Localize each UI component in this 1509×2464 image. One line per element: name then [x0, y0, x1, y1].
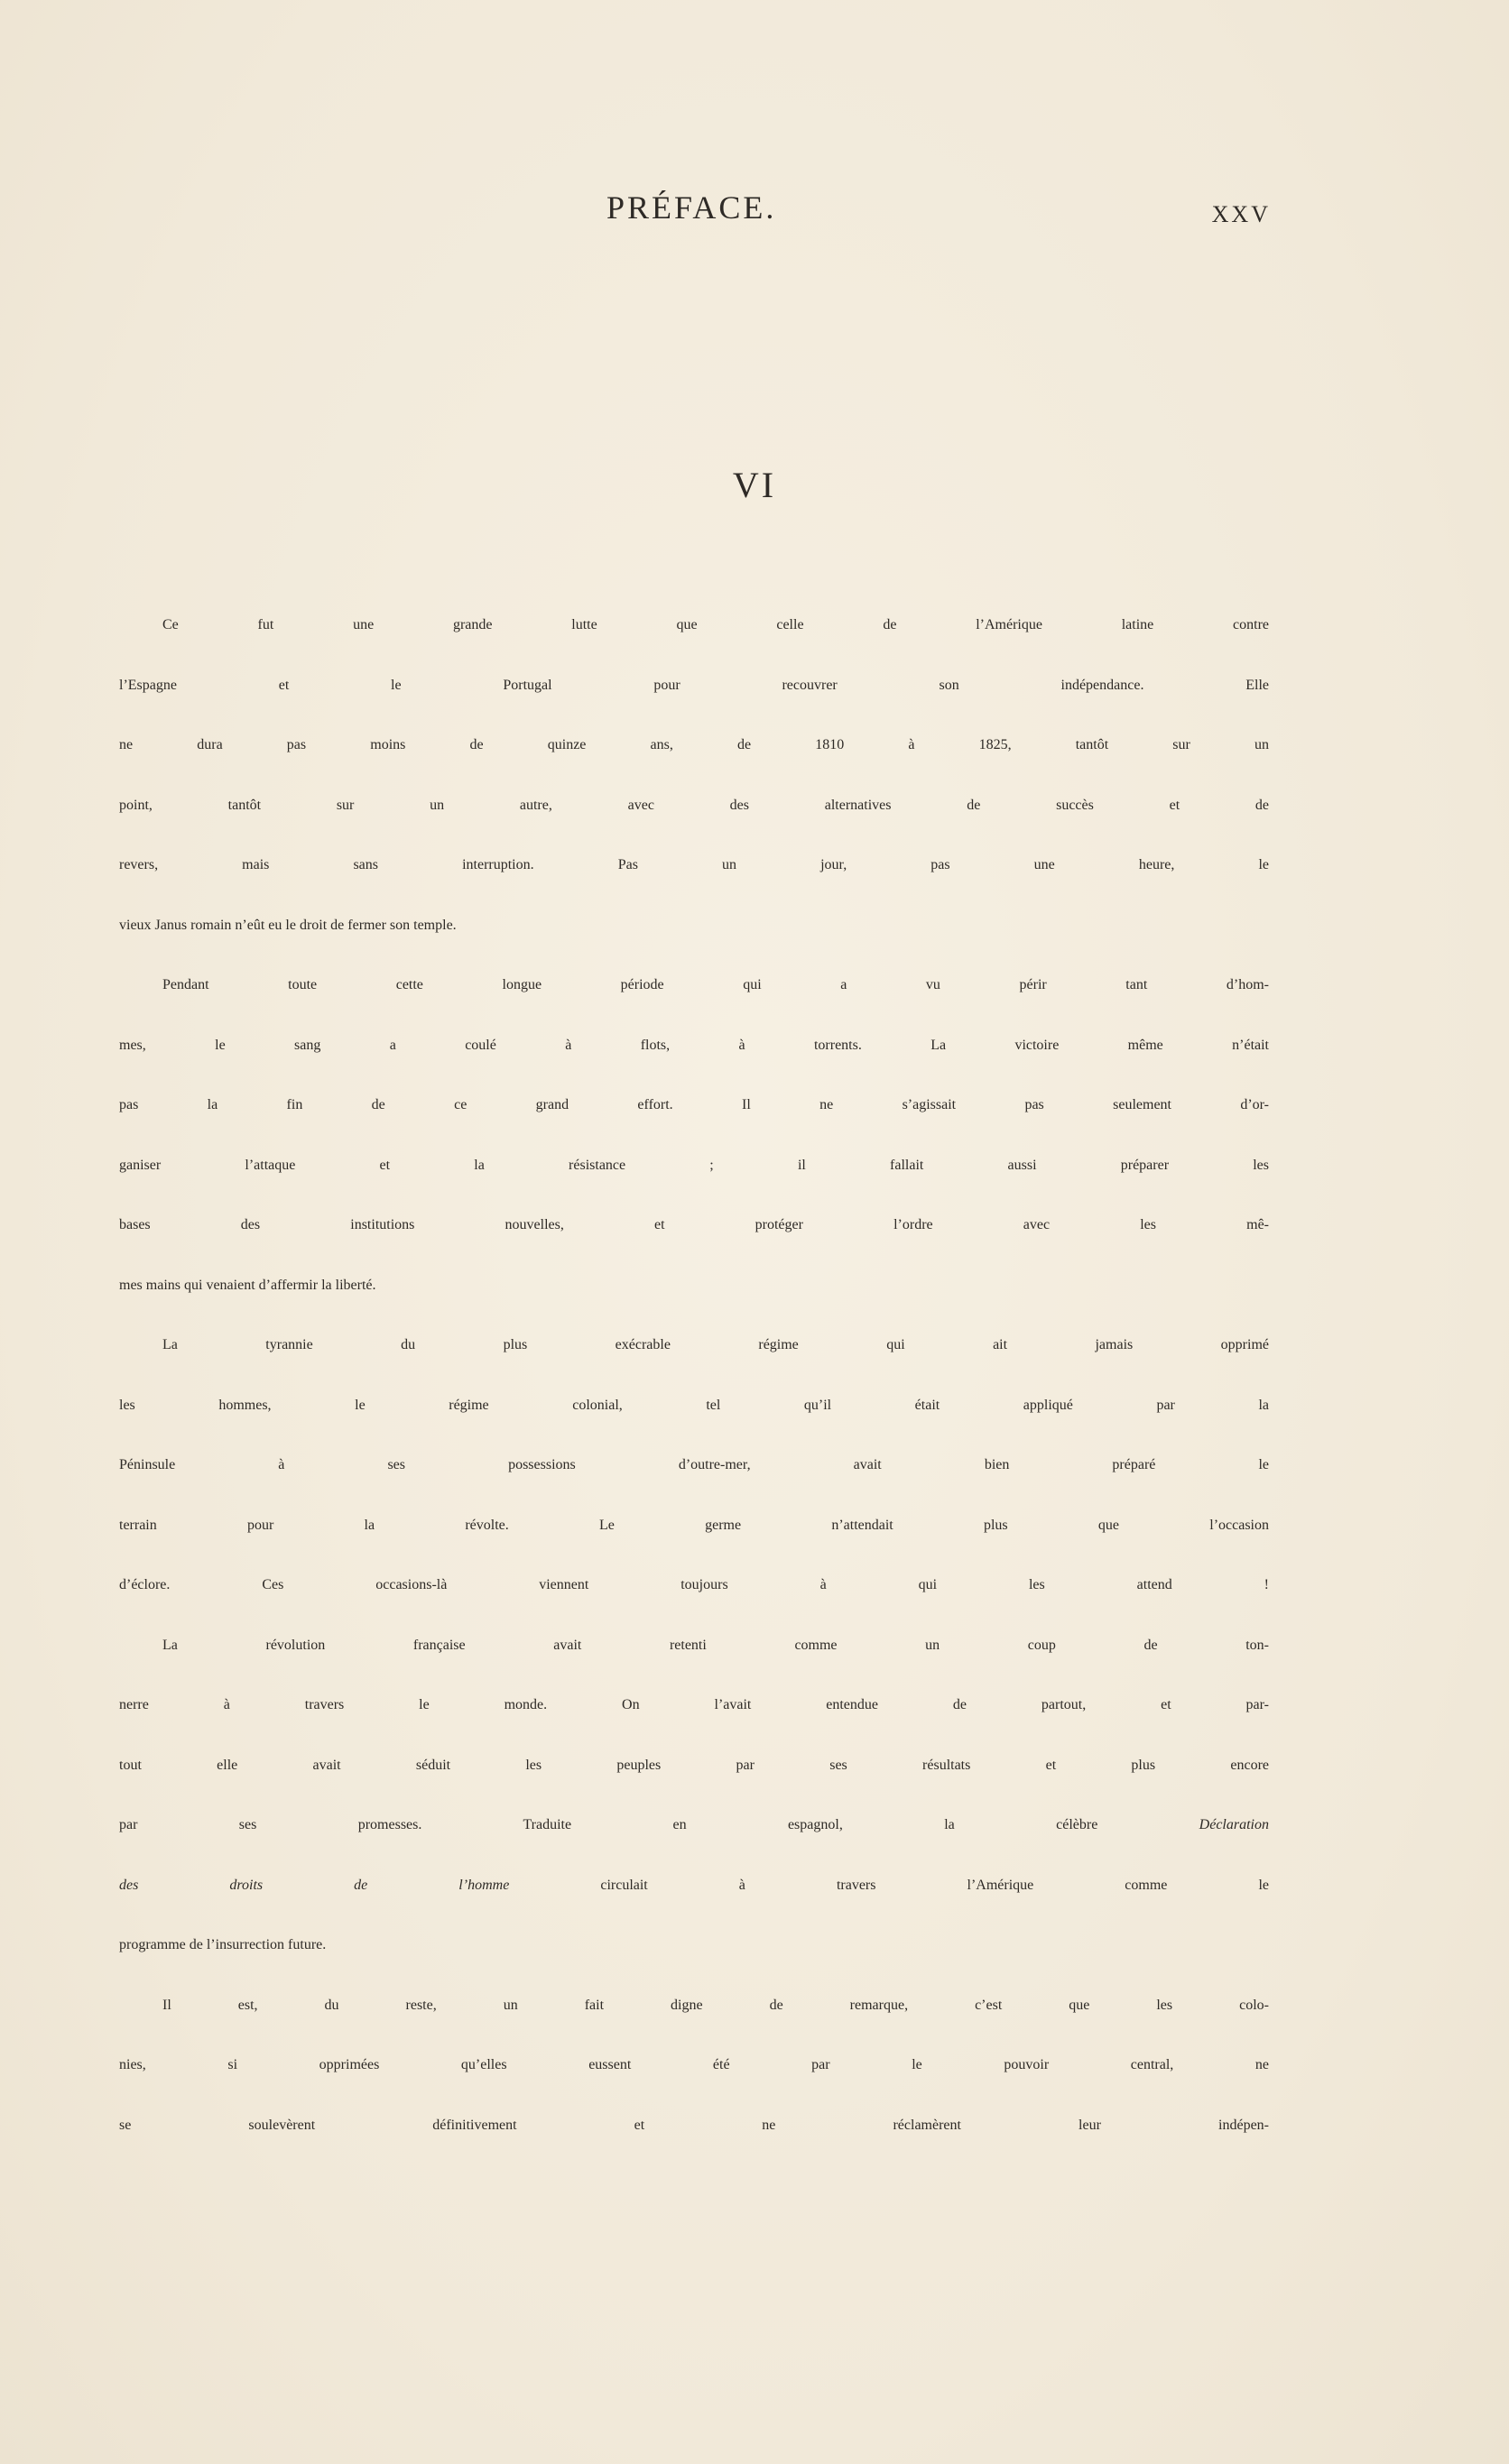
- text-line: nerre à travers le monde. On l’avait entendue de partout, et par-: [119, 1697, 1269, 1712]
- text-line: bases des institutions nouvelles, et protéger l’ordre avec les mê-: [119, 1217, 1269, 1232]
- text-line: pas la fin de ce grand effort. Il ne s’agissait pas seulement d’or-: [119, 1097, 1269, 1112]
- text-line: nies, si opprimées qu’elles eussent été par le pouvoir central, ne: [119, 2057, 1269, 2072]
- text-line: Il est, du reste, un fait digne de remarque, c’est que les colo-: [162, 1997, 1269, 2013]
- body-text: [119, 617, 1269, 2177]
- text-line: [119, 1878, 1269, 1938]
- running-title: PRÉFACE.: [606, 189, 777, 226]
- text-line: vieux Janus romain n’eût eu le droit de fermer son temple.: [119, 917, 457, 933]
- text-run: par ses promesses. Traduite en espagnol, la célèbre: [119, 1817, 1199, 1832]
- text-line: La tyrannie du plus exécrable régime qui ait jamais opprimé: [162, 1337, 1269, 1352]
- text-line: programme de l’insurrection future.: [119, 1937, 327, 1952]
- text-line: [119, 1817, 1269, 1878]
- text-line: tout elle avait séduit les peuples par ses résultats et plus encore: [119, 1757, 1269, 1773]
- text-line: mes, le sang a coulé à flots, à torrents. La victoire même n’était: [119, 1037, 1269, 1053]
- text-line: l’Espagne et le Portugal pour recouvrer son indépendance. Elle: [119, 677, 1269, 693]
- text-line: ne dura pas moins de quinze ans, de 1810 à 1825, tantôt sur un: [119, 737, 1269, 752]
- italic-title: Déclaration: [1199, 1817, 1269, 1832]
- page-number: XXV: [1211, 201, 1271, 227]
- text-line: se soulevèrent définitivement et ne réclamèrent leur indépen-: [119, 2117, 1269, 2133]
- text-line: mes mains qui venaient d’affermir la liberté.: [119, 1277, 376, 1293]
- text-line: terrain pour la révolte. Le germe n’attendait plus que l’occasion: [119, 1517, 1269, 1533]
- text-line: Péninsule à ses possessions d’outre-mer, avait bien préparé le: [119, 1457, 1269, 1472]
- text-line: Pendant toute cette longue période qui a vu périr tant d’hom-: [162, 977, 1269, 992]
- running-head: [0, 185, 1509, 230]
- section-heading: VI: [732, 465, 777, 505]
- text-line: les hommes, le régime colonial, tel qu’il était appliqué par la: [119, 1397, 1269, 1413]
- text-line: Ce fut une grande lutte que celle de l’Amérique latine contre: [162, 617, 1269, 632]
- text-run: circulait à travers l’Amérique comme le: [509, 1877, 1269, 1893]
- text-line: point, tantôt sur un autre, avec des alternatives de succès et de: [119, 797, 1269, 813]
- text-line: ganiser l’attaque et la résistance ; il fallait aussi préparer les: [119, 1157, 1269, 1173]
- text-line: revers, mais sans interruption. Pas un jour, pas une heure, le: [119, 857, 1269, 872]
- italic-title: des droits de l’homme: [119, 1877, 510, 1893]
- text-line: La révolution française avait retenti comme un coup de ton-: [162, 1637, 1269, 1653]
- text-line: d’éclore. Ces occasions-là viennent toujours à qui les attend !: [119, 1577, 1269, 1592]
